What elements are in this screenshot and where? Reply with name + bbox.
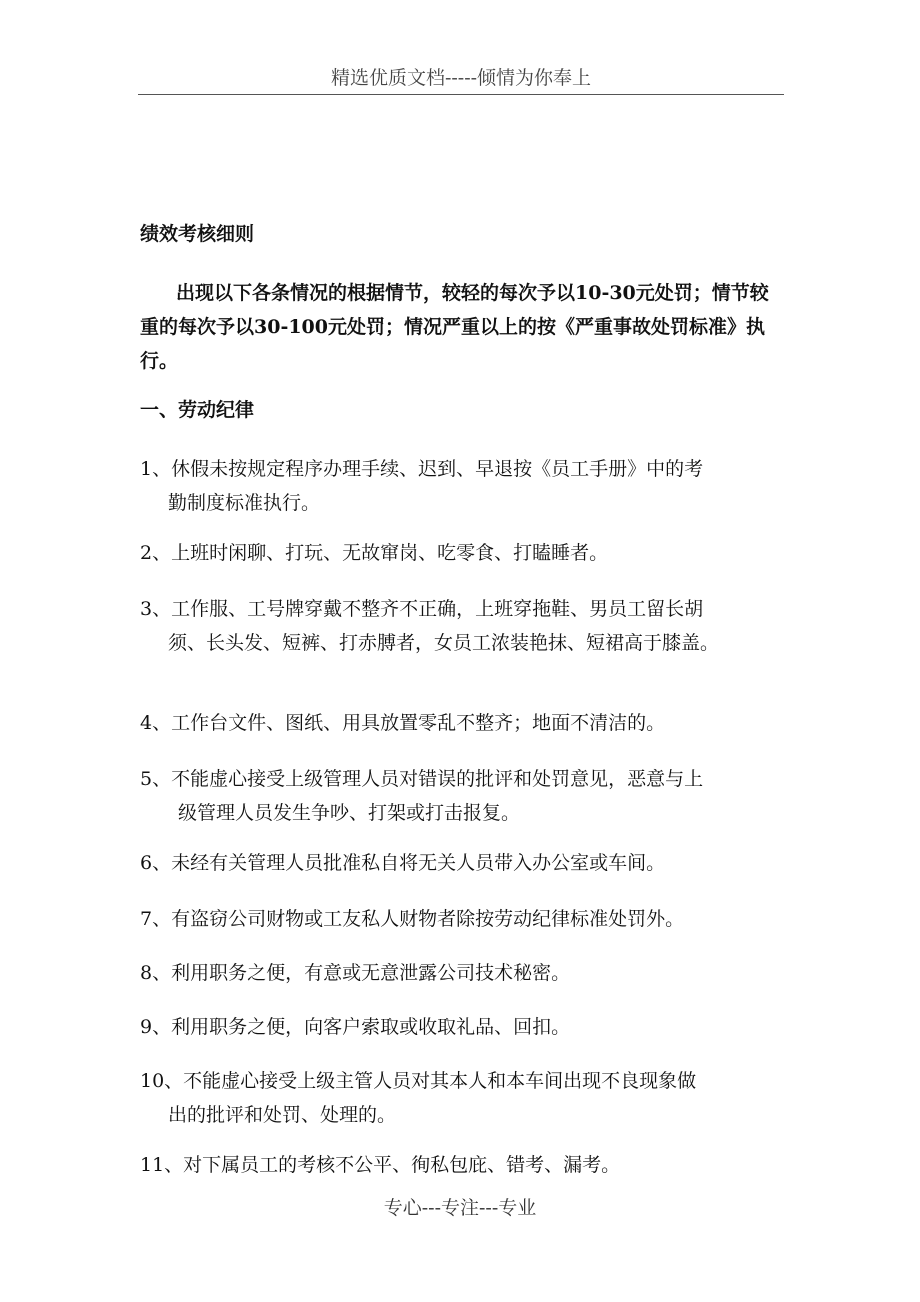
list-item-text: 8、利用职务之便，有意或无意泄露公司技术秘密。: [140, 962, 571, 984]
list-item-text: 10、不能虚心接受上级主管人员对其本人和本车间出现不良现象做: [140, 1070, 697, 1092]
list-item-text: 11、对下属员工的考核不公平、徇私包庇、错考、漏考。: [140, 1154, 621, 1176]
list-item-text: 6、未经有关管理人员批准私自将无关人员带入办公室或车间。: [140, 852, 666, 874]
list-item-text: 4、工作台文件、图纸、用具放置零乱不整齐；地面不清洁的。: [140, 712, 666, 734]
list-item-7: [140, 902, 790, 936]
document-title: 绩效考核细则: [140, 223, 255, 245]
list-item-continuation: 级管理人员发生争吵、打架或打击报复。: [178, 802, 521, 824]
list-item-continuation: 勤制度标准执行。: [168, 492, 321, 514]
list-item-1: [140, 452, 790, 520]
list-item-11: [140, 1148, 790, 1182]
list-item-3: [140, 592, 790, 660]
list-item-text: 1、休假未按规定程序办理手续、迟到、早退按《员工手册》中的考: [140, 458, 704, 480]
list-item-text: 5、不能虚心接受上级管理人员对错误的批评和处罚意见，恶意与上: [140, 768, 704, 790]
list-item-5: [140, 762, 790, 830]
list-item-text: 9、利用职务之便，向客户索取或收取礼品、回扣。: [140, 1016, 571, 1038]
section-title-labor-discipline: 一、劳动纪律: [140, 399, 255, 421]
list-item-continuation: 须、长头发、短裤、打赤膊者，女员工浓装艳抹、短裙高于膝盖。: [168, 632, 720, 654]
list-item-8: [140, 956, 790, 990]
page-header: 精选优质文档-----倾情为你奉上: [138, 62, 784, 95]
intro-paragraph: 出现以下各条情况的根据情节，较轻的每次予以10-30元处罚；情节较重的每次予以30-100元处罚；情况严重以上的按《严重事故处罚标准》执行。: [140, 282, 769, 372]
list-item-4: [140, 706, 790, 740]
page-footer: 专心---专注---专业: [383, 1197, 537, 1219]
list-item-continuation: 出的批评和处罚、处理的。: [168, 1104, 397, 1126]
list-item-6: [140, 846, 790, 880]
list-item-text: 2、上班时闲聊、打玩、无故窜岗、吃零食、打瞌睡者。: [140, 542, 609, 564]
list-item-text: 7、有盗窃公司财物或工友私人财物者除按劳动纪律标准处罚外。: [140, 908, 685, 930]
list-item-2: [140, 536, 790, 570]
list-item-10: [140, 1064, 790, 1132]
list-item-9: [140, 1010, 790, 1044]
list-item-text: 3、工作服、工号牌穿戴不整齐不正确，上班穿拖鞋、男员工留长胡: [140, 598, 704, 620]
